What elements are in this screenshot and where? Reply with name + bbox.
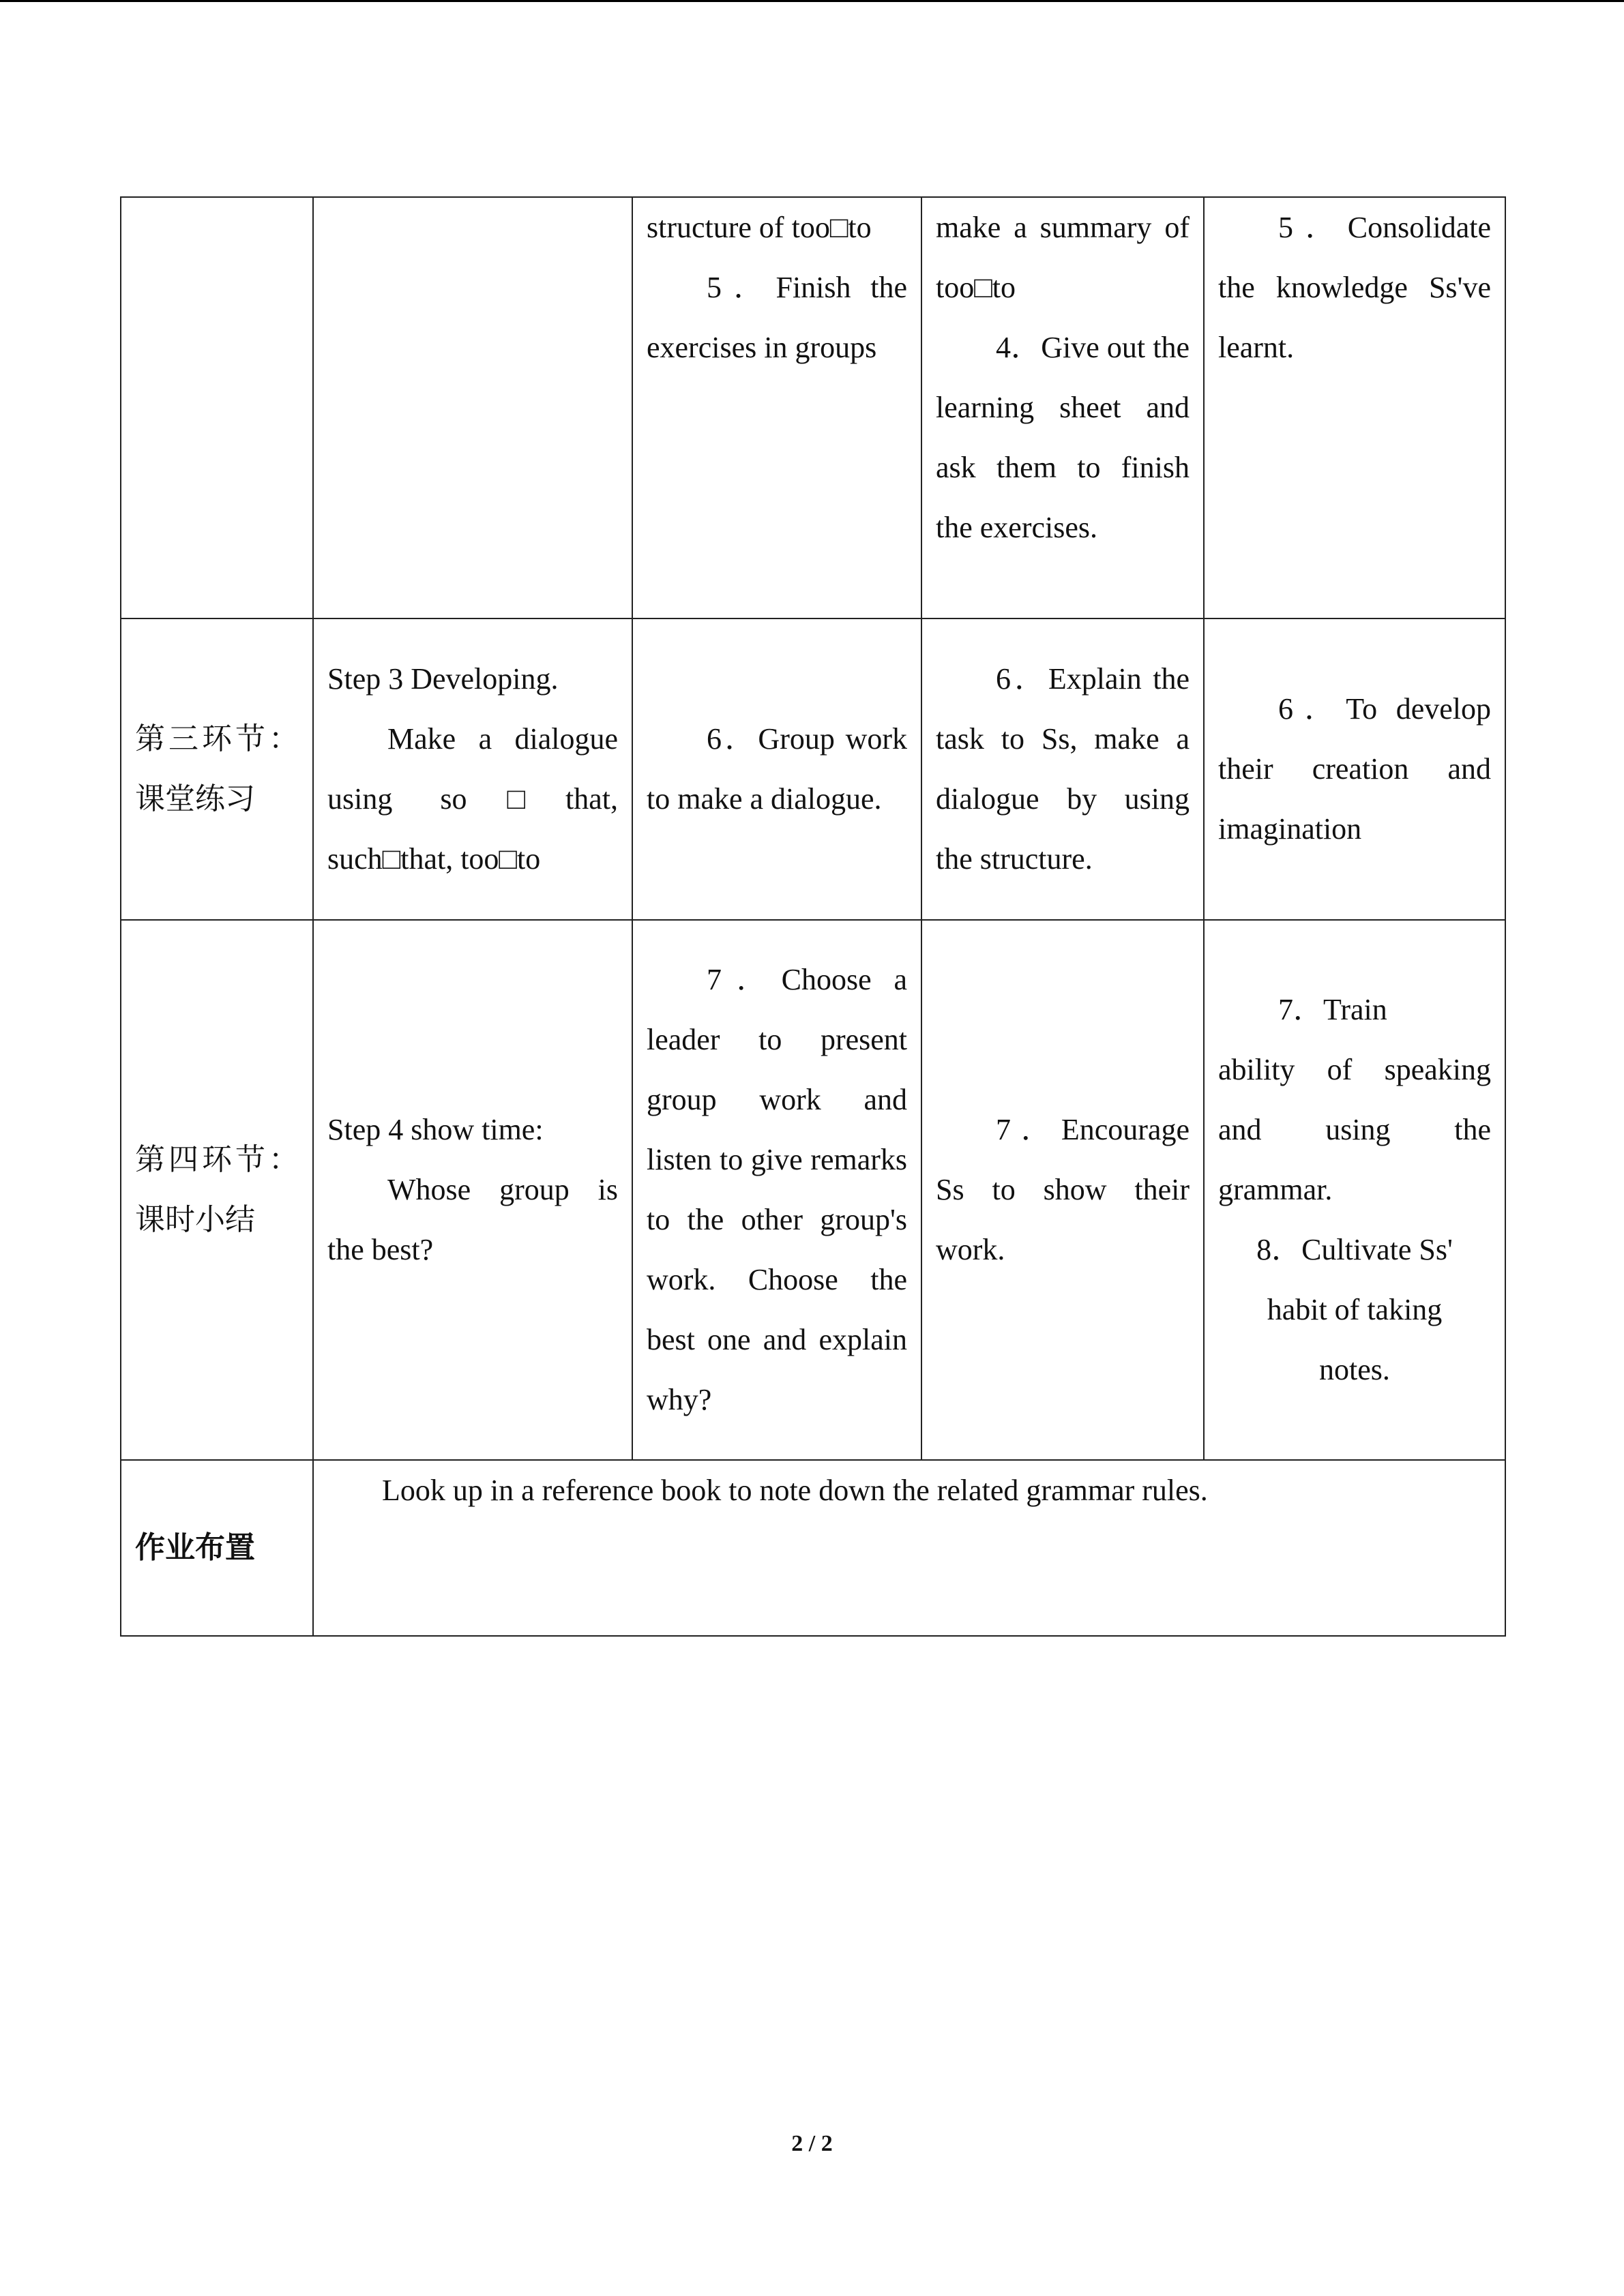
purpose-text: 6．To develop their creation and imagination <box>1218 692 1491 846</box>
student-text: 7．Choose a leader to present group work and listen to give remarks to the other group's work. Choose the best one and explain why? <box>647 963 907 1416</box>
purpose-cell <box>1204 920 1505 1460</box>
purpose-text: habit of taking <box>1267 1293 1443 1326</box>
top-border-line <box>0 0 1624 2</box>
purpose-text: 7．Train <box>1278 993 1387 1026</box>
stage-label: 第三环节：课堂练习 <box>135 721 299 816</box>
content-text: Step 3 Developing. <box>327 662 559 696</box>
content-text: Make a dialogue using so□that, such□that, too□to <box>327 722 618 876</box>
homework-text: Look up in a reference book to note down the related grammar rules. <box>382 1474 1208 1507</box>
lesson-plan-table <box>120 196 1506 1637</box>
student-text: 6．Group work to make a dialogue. <box>647 722 907 816</box>
teacher-activity-cell <box>921 197 1204 618</box>
stage-cell <box>121 920 313 1460</box>
content-text: Step 4 show time: <box>327 1113 544 1146</box>
content-cell-empty <box>313 197 632 618</box>
teacher-text: make a summary of too□to <box>936 211 1190 304</box>
content-cell <box>313 618 632 920</box>
student-activity-cell <box>632 197 921 618</box>
table-row <box>121 197 1505 618</box>
content-cell <box>313 920 632 1460</box>
content-text: Whose group is the best? <box>327 1173 618 1266</box>
table-row <box>121 618 1505 920</box>
student-text: structure of too□to <box>647 211 872 244</box>
teacher-text: 7．Encourage Ss to show their work. <box>936 1113 1190 1266</box>
student-text: 5．Finish the exercises in groups <box>647 271 907 364</box>
teacher-text: 4．Give out the learning sheet and ask them to finish the exercises. <box>936 331 1190 544</box>
table-row <box>121 920 1505 1460</box>
homework-label-cell <box>121 1460 313 1636</box>
purpose-text: notes. <box>1319 1353 1390 1386</box>
homework-row <box>121 1460 1505 1636</box>
teacher-activity-cell <box>921 920 1204 1460</box>
stage-cell <box>121 618 313 920</box>
purpose-text: 5．Consolidate the knowledge Ss've learnt. <box>1218 211 1491 364</box>
purpose-text: 8．Cultivate Ss' <box>1256 1233 1453 1266</box>
stage-cell-empty <box>121 197 313 618</box>
page-number: 2 / 2 <box>791 2131 833 2156</box>
stage-label: 第四环节：课时小结 <box>135 1142 299 1237</box>
purpose-cell <box>1204 197 1505 618</box>
teacher-activity-cell <box>921 618 1204 920</box>
homework-text-cell <box>313 1460 1505 1636</box>
purpose-text: ability of speaking and using the grammar. <box>1218 1053 1491 1206</box>
purpose-cell <box>1204 618 1505 920</box>
student-activity-cell <box>632 618 921 920</box>
student-activity-cell <box>632 920 921 1460</box>
homework-label: 作业布置 <box>135 1530 255 1565</box>
teacher-text: 6．Explain the task to Ss, make a dialogue by using the structure. <box>936 662 1190 876</box>
